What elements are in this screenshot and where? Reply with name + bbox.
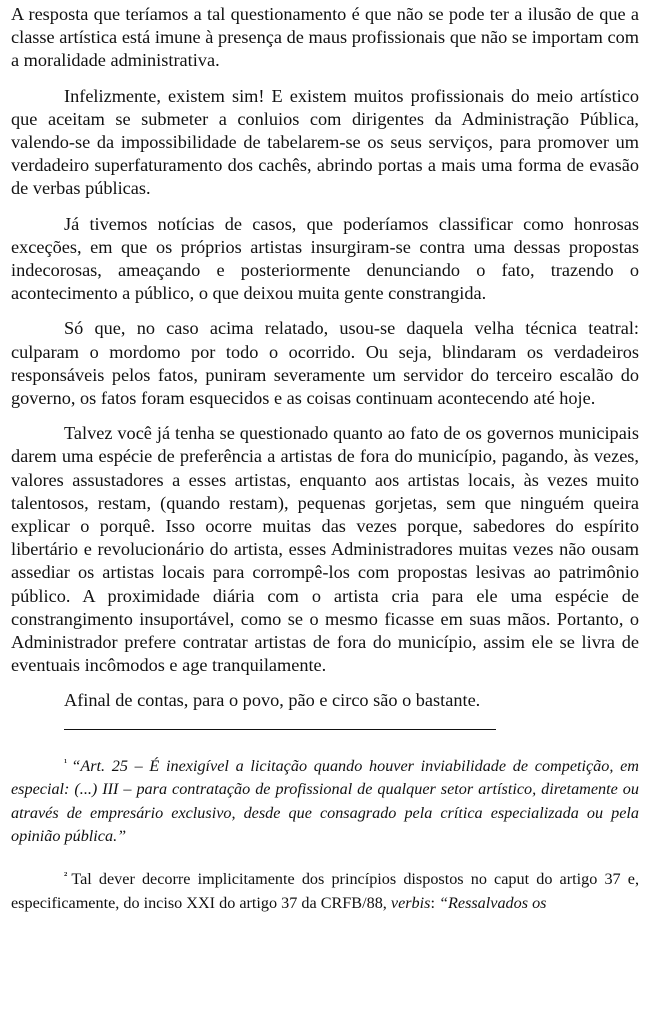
footnote-2-quote: “Ressalvados os <box>439 893 547 912</box>
footnote-2-marker: ² <box>64 870 68 883</box>
footnote-1 <box>11 752 639 849</box>
document-page <box>11 3 639 931</box>
paragraph-2: Infelizmente, existem sim! E existem muitos profissionais do meio artístico que aceitam se submeter a conluios com dirigentes da Administração Pública, valendo-se da impossibilidade de tabelarem-se os seus serviços, para promover um verdadeiro superfaturamento dos cachês, abrindo portas a mais uma forma de evasão de verbas públicas. <box>11 85 639 199</box>
footnote-2-text: Tal dever decorre implicitamente dos princípios dispostos no caput do artigo 37 e, especificamente, do inciso XXI do artigo 37 da CRFB/88, <box>11 870 639 912</box>
footnote-2 <box>11 865 639 915</box>
footnote-separator <box>64 729 496 730</box>
footnote-2-verbis: verbis <box>390 893 431 912</box>
paragraph-5: Talvez você já tenha se questionado quanto ao fato de os governos municipais darem uma espécie de preferência a artistas de fora do município, pagando, às vezes, valores assustadores a esses artistas, enquanto aos artistas locais, às vezes muito talentosos, restam, (quando restam), pequenas gorjetas, sem que ninguém queira explicar o porquê. Isso ocorre muitas das vezes porque, sabedores do espírito libertário e revolucionário do artista, esses Administradores muitas vezes não ousam assediar os artistas locais para corrompê-los com propostas lesivas ao patrimônio público. A proximidade diária com o artista cria para ele uma espécie de constrangimento insuportável, como se o mesmo ficasse em suas mãos. Portanto, o Administrador prefere contratar artistas de fora do município, assim ele se livra de eventuais incômodos e age tranquilamente. <box>11 423 639 676</box>
footnote-1-marker: ¹ <box>64 756 68 769</box>
paragraph-4: Só que, no caso acima relatado, usou-se daquela velha técnica teatral: culparam o mordomo por todo o ocorrido. Ou seja, blindaram os verdadeiros responsáveis pelos fatos, puniram severamente um servidor do terceiro escalão do governo, os fatos foram esquecidos e as coisas continuam acontecendo até hoje. <box>11 318 639 409</box>
paragraph-1: A resposta que teríamos a tal questionamento é que não se pode ter a ilusão de que a classe artística está imune à presença de maus profissionais que não se importam com a moralidade administrativa. <box>11 4 639 71</box>
paragraph-6: Afinal de contas, para o povo, pão e circo são o bastante. <box>64 690 481 711</box>
paragraph-3: Já tivemos notícias de casos, que poderíamos classificar como honrosas exceções, em que os próprios artistas insurgiram-se contra uma dessas propostas indecorosas, ameaçando e posteriormente denunciando o fato, trazendo o acontecimento a público, o que deixou muita gente constrangida. <box>11 213 639 304</box>
footnote-2-colon: : <box>430 893 439 912</box>
footnote-1-text: “Art. 25 – É inexigível a licitação quando houver inviabilidade de competição, em especial: (...) III – para contratação de profissional de qualquer setor artístico, diretamente ou através de empresário exclusivo, desde que consagrado pela crítica especializada ou pela opinião pública.” <box>11 756 639 846</box>
